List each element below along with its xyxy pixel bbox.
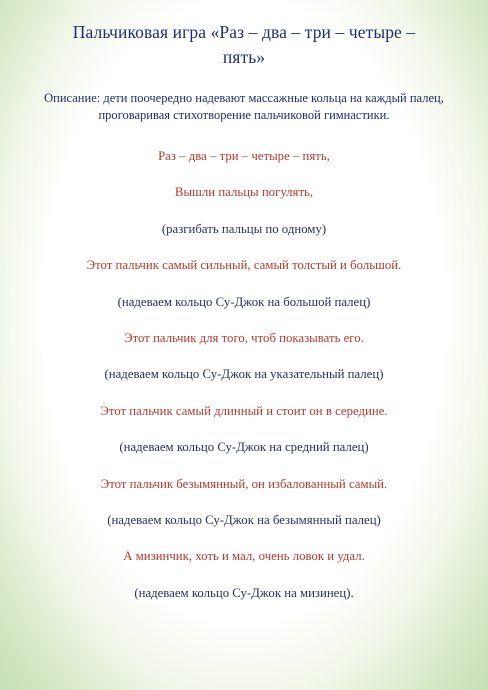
description-paragraph: Описание: дети поочередно надевают массажные кольца на каждый палец, проговаривая стихотворение пальчиковой гимнастики. (44, 91, 444, 122)
instruction-line: (надеваем кольцо Су-Джок на безымянный палец) (107, 512, 381, 527)
poem-line: Раз – два – три – четыре – пять, (158, 149, 330, 163)
poem-line: Этот пальчик безымянный, он избалованный самый. (100, 476, 388, 491)
poem-line: Этот пальчик самый сильный, самый толстый и большой. (86, 258, 402, 273)
title-line-2: пять» (222, 47, 266, 67)
instruction-line: (разгибать пальцы по одному) (161, 221, 327, 236)
title-line-1: Пальчиковая игра «Раз – два – три – четыре – (72, 22, 416, 42)
poem-lines (34, 148, 454, 602)
instruction-line: (надеваем кольцо Су-Джок на большой палец) (117, 294, 371, 309)
poem-line: А мизинчик, хоть и мал, очень ловок и удал. (123, 549, 365, 564)
instruction-line: (надеваем кольцо Су-Джок на мизинец). (134, 585, 354, 600)
document-page (34, 8, 454, 648)
poem-line: Этот пальчик для того, чтоб показывать его. (124, 330, 364, 345)
poem-line: Этот пальчик самый длинный и стоит он в середине. (100, 403, 388, 418)
instruction-line: (надеваем кольцо Су-Джок на средний палец) (119, 440, 369, 455)
poem-line: Вышли пальцы погулять, (174, 185, 314, 200)
instruction-line: (надеваем кольцо Су-Джок на указательный палец) (104, 367, 384, 382)
document-title (34, 20, 454, 70)
